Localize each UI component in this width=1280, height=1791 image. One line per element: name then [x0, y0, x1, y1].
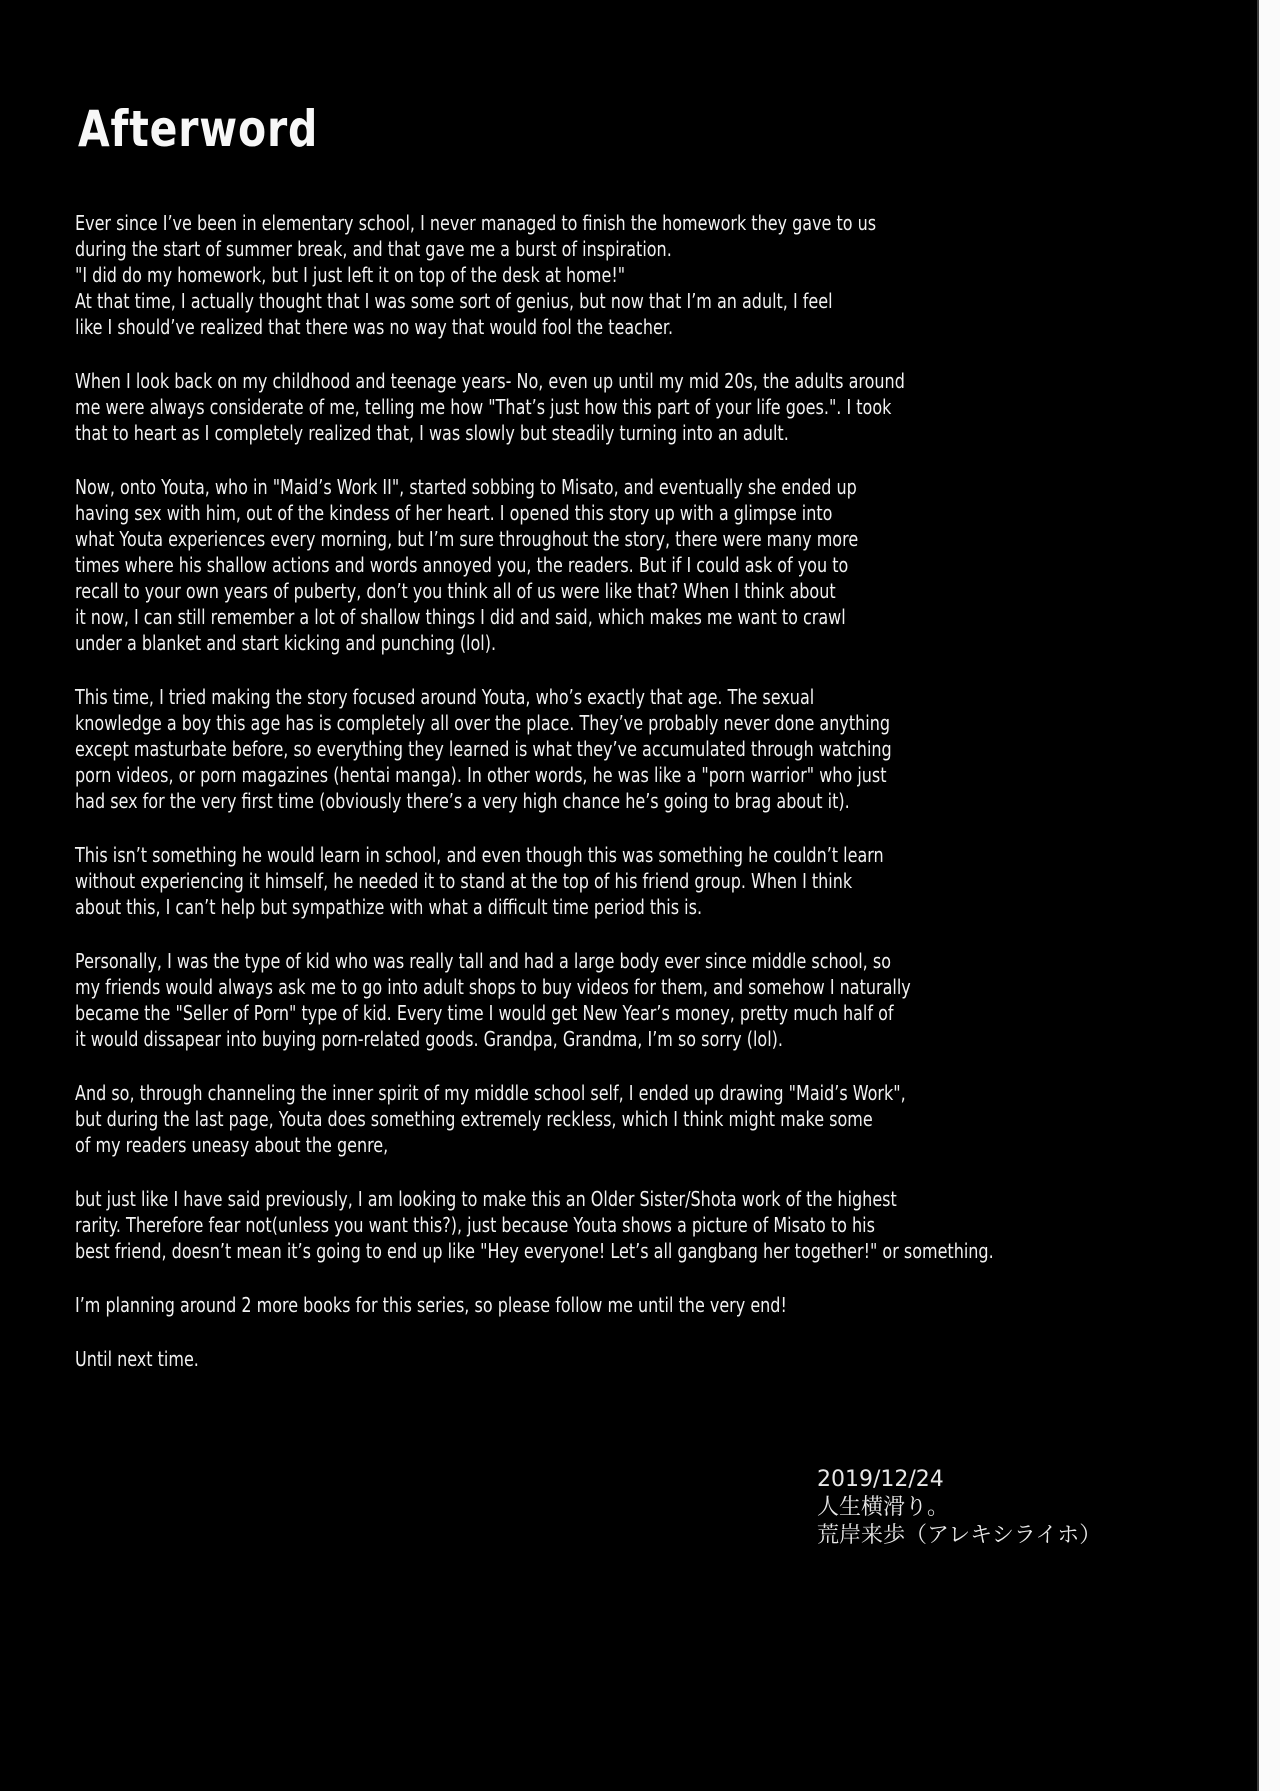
page-title: Afterword: [78, 100, 319, 158]
text-line: without experiencing it himself, he needed it to stand at the top of his friend group. When I think: [75, 869, 853, 893]
text-line: of my readers uneasy about the genre,: [75, 1133, 389, 1157]
text-line: having sex with him, out of the kindess of her heart. I opened this story up with a glimpse into: [75, 501, 833, 525]
text-line: but during the last page, Youta does something extremely reckless, which I think might make some: [75, 1107, 873, 1131]
text-line: Until next time.: [75, 1347, 199, 1371]
text-line: had sex for the very first time (obviously there’s a very high chance he’s going to brag about it).: [75, 789, 850, 813]
text-line: At that time, I actually thought that I was some sort of genius, but now that I’m an adult, I feel: [75, 289, 833, 313]
paragraph: [75, 684, 994, 814]
signature-date: 2019/12/24: [817, 1467, 944, 1492]
signature-author-name: 荒岸来歩（アレキシライホ）: [817, 1523, 1102, 1548]
text-line: what Youta experiences every morning, but I’m sure throughout the story, there were many more: [75, 527, 859, 551]
text-line: became the "Seller of Porn" type of kid. Every time I would get New Year’s money, pretty much half of: [75, 1001, 894, 1025]
paragraph: [75, 948, 994, 1052]
text-line: except masturbate before, so everything they learned is what they’ve accumulated through watching: [75, 737, 892, 761]
paragraph: [75, 1292, 994, 1318]
text-line: times where his shallow actions and words annoyed you, the readers. But if I could ask of you to: [75, 553, 849, 577]
text-line: during the start of summer break, and that gave me a burst of inspiration.: [75, 237, 672, 261]
text-line: "I did do my homework, but I just left it on top of the desk at home!": [75, 263, 626, 287]
text-line: my friends would always ask me to go into adult shops to buy videos for them, and somehow I naturally: [75, 975, 911, 999]
text-line: rarity. Therefore fear not(unless you want this?), just because Youta shows a picture of Misato to his: [75, 1213, 875, 1237]
paragraph: [75, 842, 994, 920]
text-line: about this, I can’t help but sympathize with what a difficult time period this is.: [75, 895, 703, 919]
text-line: Now, onto Youta, who in "Maid’s Work II", started sobbing to Misato, and eventually she ended up: [75, 475, 857, 499]
text-line: I’m planning around 2 more books for this series, so please follow me until the very end!: [75, 1293, 787, 1317]
text-line: best friend, doesn’t mean it’s going to end up like "Hey everyone! Let’s all gangbang her together!" or something.: [75, 1239, 994, 1263]
text-line: knowledge a boy this age has is completely all over the place. They’ve probably never done anything: [75, 711, 890, 735]
text-line: it would dissapear into buying porn-related goods. Grandpa, Grandma, I’m so sorry (lol).: [75, 1027, 783, 1051]
text-line: And so, through channeling the inner spirit of my middle school self, I ended up drawing "Maid’s Work",: [75, 1081, 906, 1105]
text-line: it now, I can still remember a lot of shallow things I did and said, which makes me want to crawl: [75, 605, 846, 629]
text-line: This time, I tried making the story focused around Youta, who’s exactly that age. The sexual: [75, 685, 815, 709]
paragraph: [75, 1186, 994, 1264]
paragraph: [75, 368, 994, 446]
text-line: porn videos, or porn magazines (hentai manga). In other words, he was like a "porn warrior" who just: [75, 763, 887, 787]
afterword-body: [75, 210, 1223, 1400]
text-line: This isn’t something he would learn in school, and even though this was something he couldn’t learn: [75, 843, 884, 867]
paragraph: [75, 1080, 994, 1158]
paragraph: [75, 474, 994, 656]
paragraph: [75, 1346, 994, 1372]
text-line: Personally, I was the type of kid who was really tall and had a large body ever since middle school, so: [75, 949, 891, 973]
scan-edge-strip: [1257, 0, 1280, 1791]
text-line: When I look back on my childhood and teenage years- No, even up until my mid 20s, the adults around: [75, 369, 905, 393]
text-line: Ever since I’ve been in elementary school, I never managed to finish the homework they gave to us: [75, 211, 877, 235]
text-line: like I should’ve realized that there was no way that would fool the teacher.: [75, 315, 674, 339]
text-line: but just like I have said previously, I am looking to make this an Older Sister/Shota work of the highest: [75, 1187, 897, 1211]
text-line: under a blanket and start kicking and punching (lol).: [75, 631, 497, 655]
paragraph: [75, 210, 994, 340]
signature-circle-name: 人生横滑り。: [817, 1495, 950, 1520]
text-line: that to heart as I completely realized that, I was slowly but steadily turning into an adult.: [75, 421, 789, 445]
signature-block: [817, 1466, 1101, 1550]
text-line: recall to your own years of puberty, don’t you think all of us were like that? When I think about: [75, 579, 836, 603]
text-line: me were always considerate of me, telling me how "That’s just how this part of your life goes.". I took: [75, 395, 892, 419]
